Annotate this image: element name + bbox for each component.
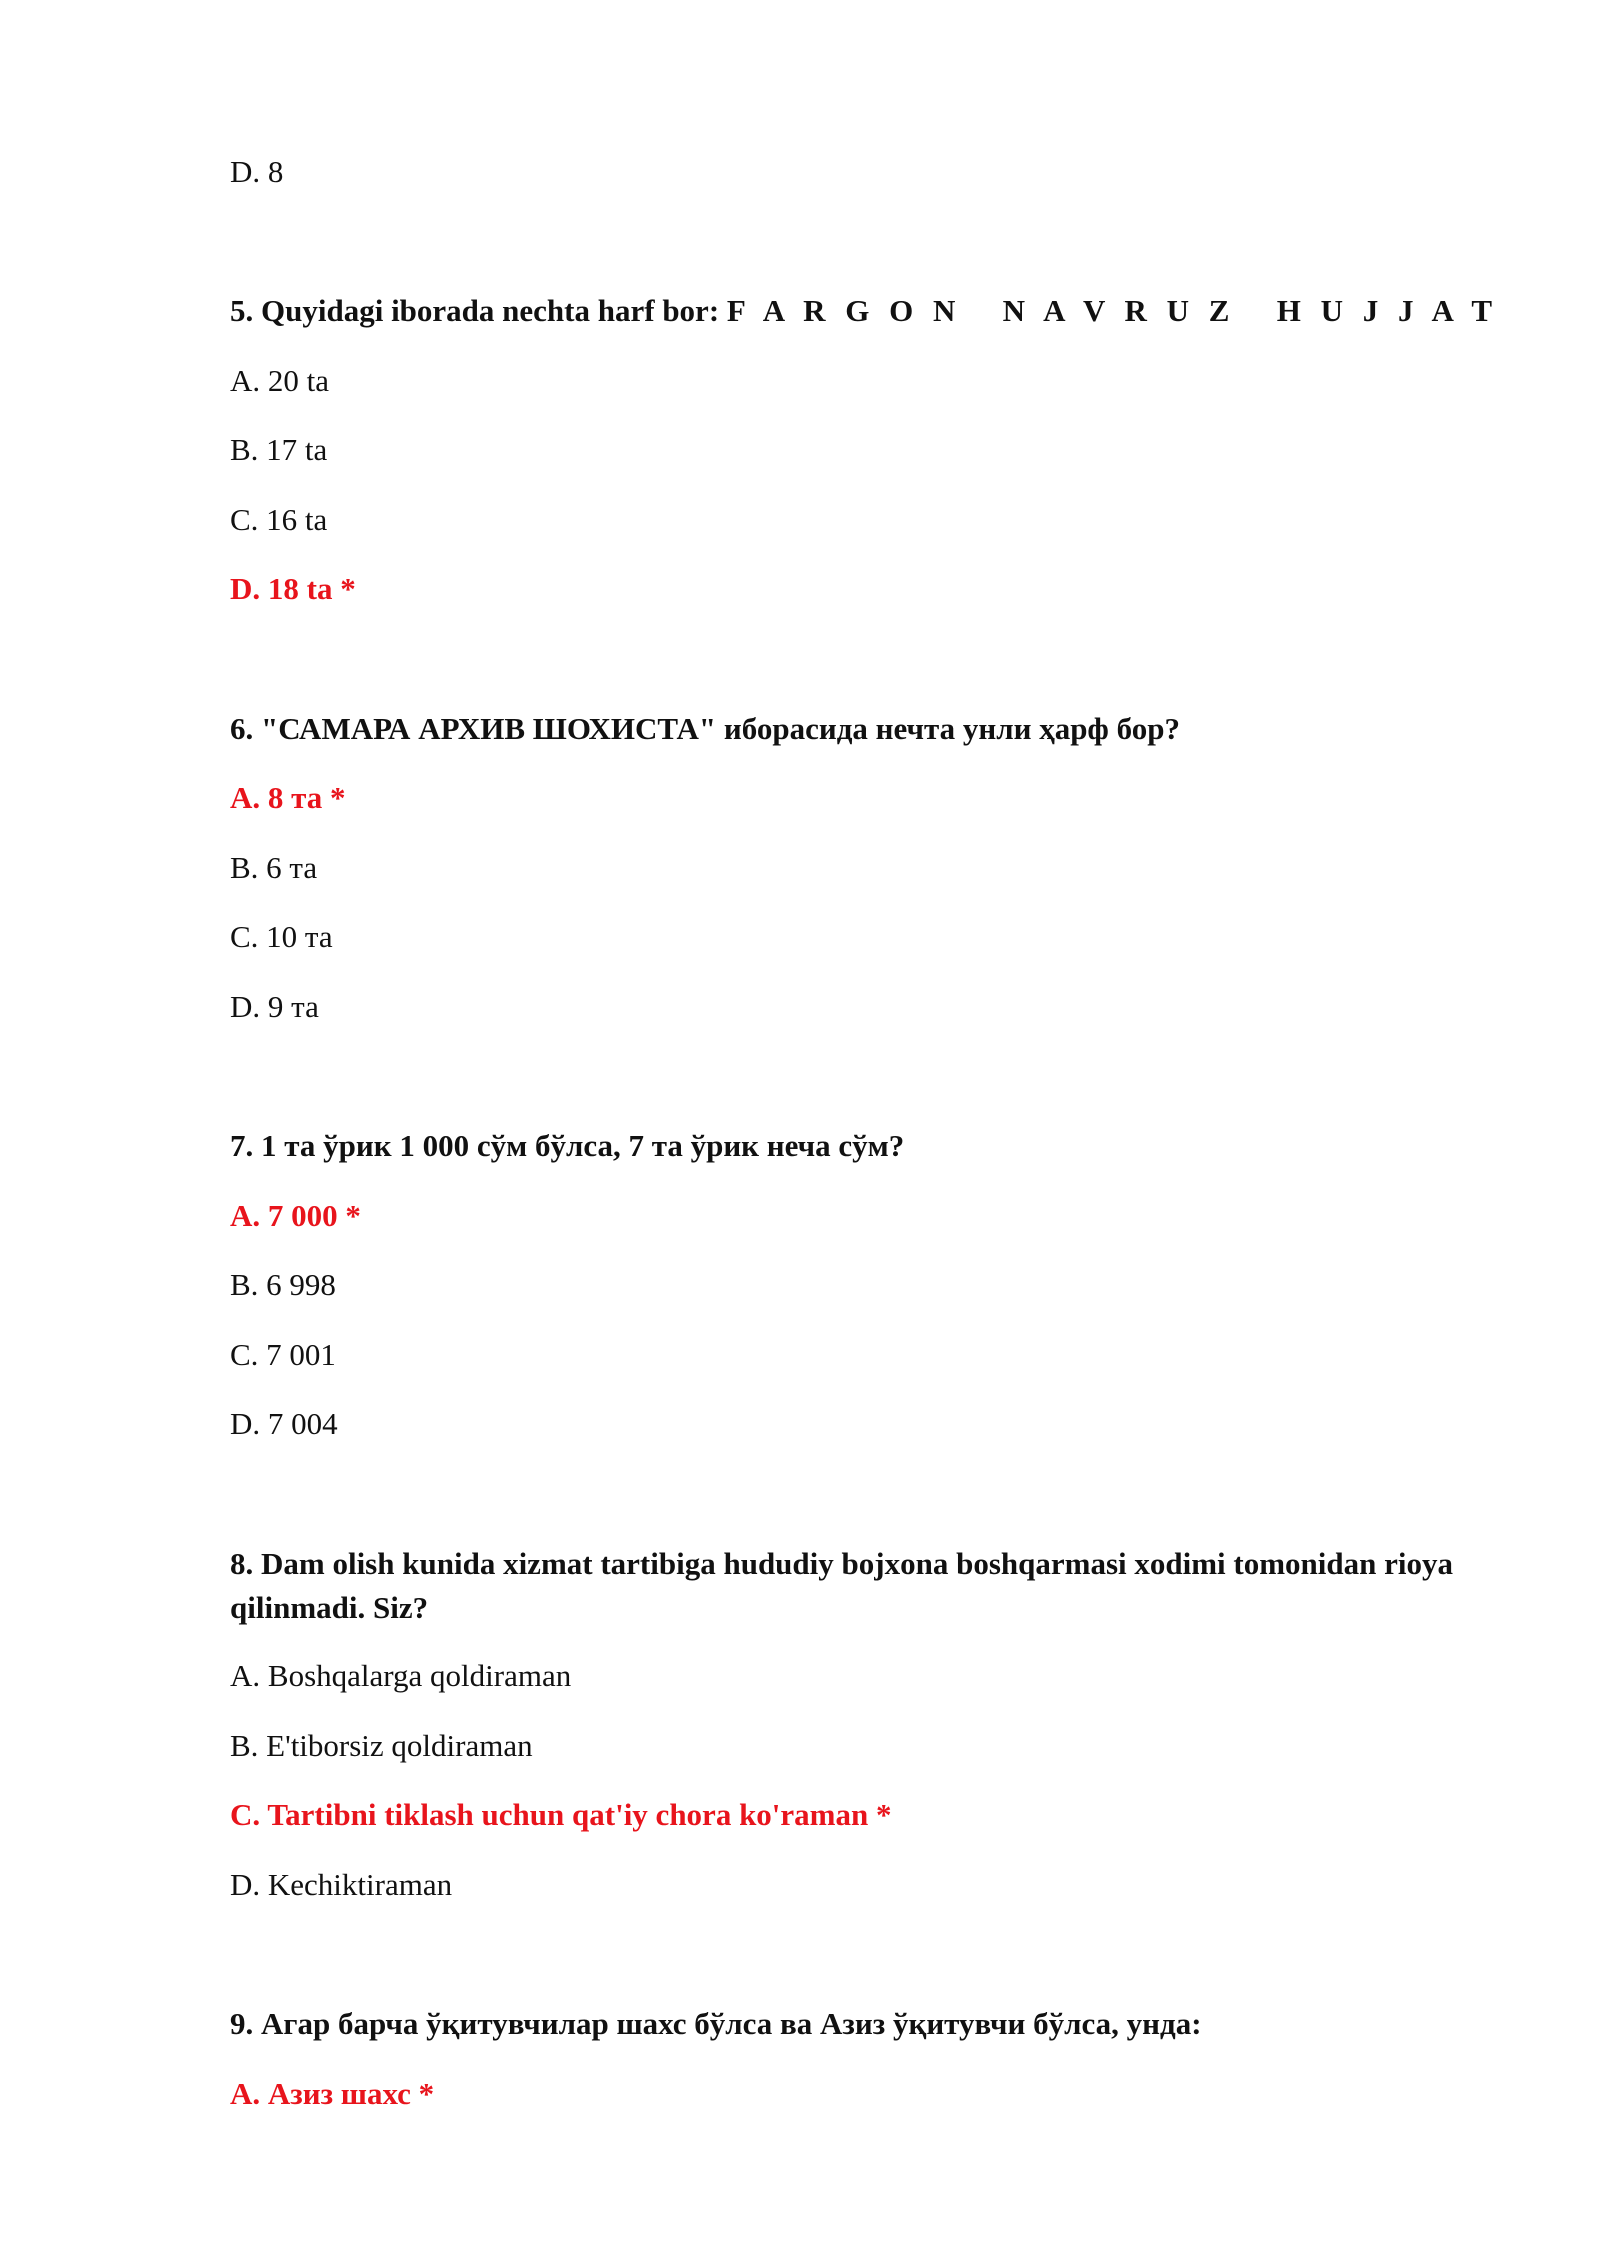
q7-question: 7. 1 та ўрик 1 000 сўм бўлса, 7 та ўрик неча сўм? xyxy=(230,1128,905,1163)
q6-option-c: C. 10 та xyxy=(230,919,333,954)
q8-option-c-correct: C. Tartibni tiklash uchun qat'iy chora ko'raman * xyxy=(230,1797,892,1832)
q9-option-a-correct: А. Азиз шахс * xyxy=(230,2076,435,2111)
q7-option-c: C. 7 001 xyxy=(230,1337,336,1372)
q7-option-a-correct: A. 7 000 * xyxy=(230,1198,361,1233)
q8-option-b: B. E'tiborsiz qoldiraman xyxy=(230,1728,533,1763)
q7-option-d: D. 7 004 xyxy=(230,1406,338,1441)
q5-question-letters: F A R G O N N A V R U Z H U J J A T xyxy=(726,293,1499,328)
q4-option-d: D. 8 xyxy=(230,154,284,189)
q5-option-a: A. 20 ta xyxy=(230,363,330,398)
q7-option-b: B. 6 998 xyxy=(230,1267,336,1302)
q6-option-a-correct: А. 8 та * xyxy=(230,780,346,815)
q5-option-c: C. 16 ta xyxy=(230,502,328,537)
q5-option-d-correct: D. 18 ta * xyxy=(230,571,356,606)
q5-question-prefix: 5. Quyidagi iborada nechta harf bor: xyxy=(230,293,727,328)
q8-option-d: D. Kechiktiraman xyxy=(230,1867,453,1902)
q6-option-d: D. 9 та xyxy=(230,989,319,1024)
q8-option-a: A. Boshqalarga qoldiraman xyxy=(230,1658,572,1693)
q5-option-b: B. 17 ta xyxy=(230,432,328,467)
q5-question xyxy=(230,291,1498,331)
q8-question: 8. Dam olish kunida xizmat tartibiga hududiy bojxona boshqarmasi xodimi tomonidan rioya qilinmadi. Siz? xyxy=(230,1546,1454,1625)
q6-question: 6. "САМАРА АРХИВ ШОХИСТА" иборасида нечта унли ҳарф бор? xyxy=(230,711,1180,746)
q9-question: 9. Агар барча ўқитувчилар шахс бўлса ва Азиз ўқитувчи бўлса, унда: xyxy=(230,2006,1202,2041)
q6-option-b: B. 6 та xyxy=(230,850,318,885)
